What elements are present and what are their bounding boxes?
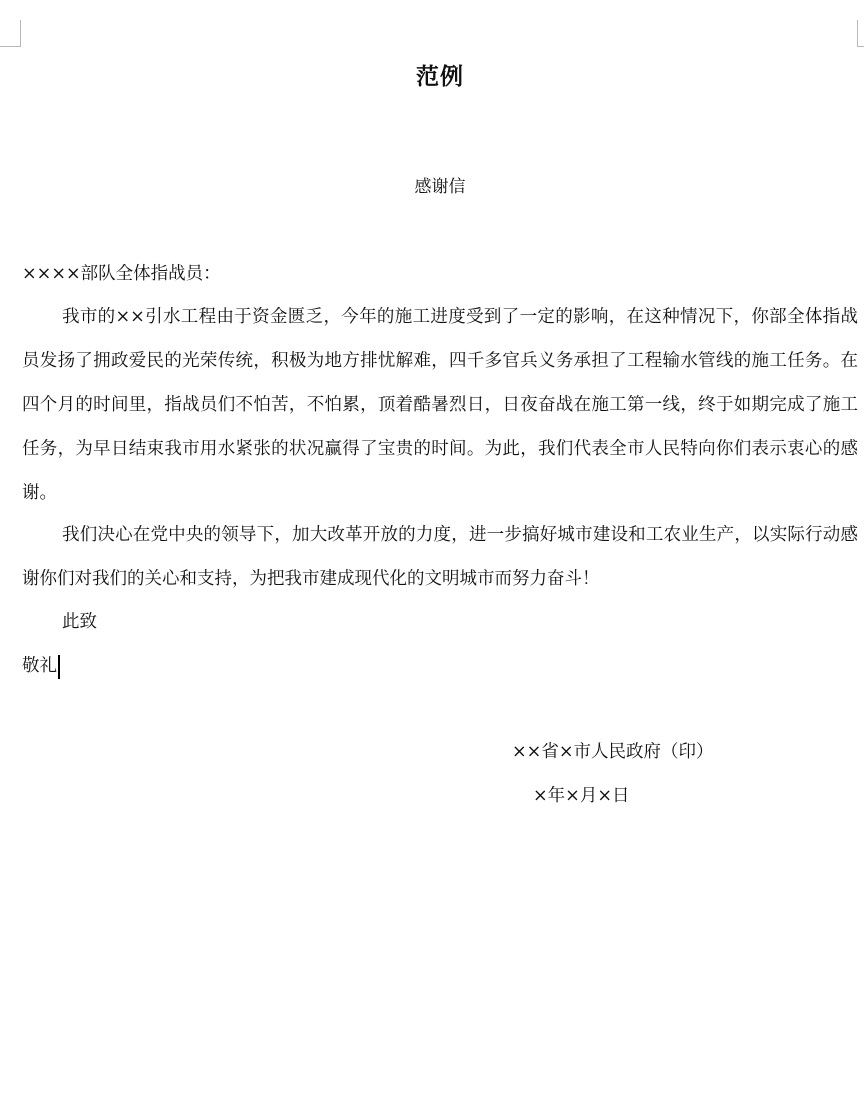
document-heading[interactable]: 范例 (416, 63, 464, 90)
top-right-corner-mark (857, 20, 864, 47)
letter-regards-line[interactable] (22, 644, 222, 688)
letter-salutation[interactable]: ××××部队全体指战员： (22, 264, 221, 284)
letter-regards[interactable]: 敬礼 (22, 656, 57, 676)
letter-paragraph-2[interactable]: 我们决心在党中央的领导下，加大改革开放的力度，进一步搞好城市建设和工农业生产，以实际行动感谢你们对我们的关心和支持，为把我市建成现代化的文明城市而努力奋斗！ (22, 525, 858, 589)
letter-closing[interactable]: 此致 (62, 612, 97, 632)
letter-date[interactable]: ×年×月×日 (533, 786, 630, 806)
letter-paragraph-1[interactable]: 我市的××引水工程由于资金匮乏，今年的施工进度受到了一定的影响，在这种情况下，你部全体指战员发扬了拥政爱民的光荣传统，积极为地方排忧解难，四千多官兵义务承担了工程输水管线的施工任务。在四个月的时间里，指战员们不怕苦，不怕累，顶着酷暑烈日，日夜奋战在施工第一线，终于如期完成了施工任务，为早日结束我市用水紧张的状况赢得了宝贵的时间。为此，我们代表全市人民特向你们表示衷心的感谢。 (22, 307, 858, 503)
top-left-corner-mark (0, 20, 21, 47)
text-cursor (58, 655, 60, 679)
letter-signature[interactable]: ××省×市人民政府（印） (512, 742, 714, 762)
letter-title[interactable]: 感谢信 (414, 177, 466, 197)
